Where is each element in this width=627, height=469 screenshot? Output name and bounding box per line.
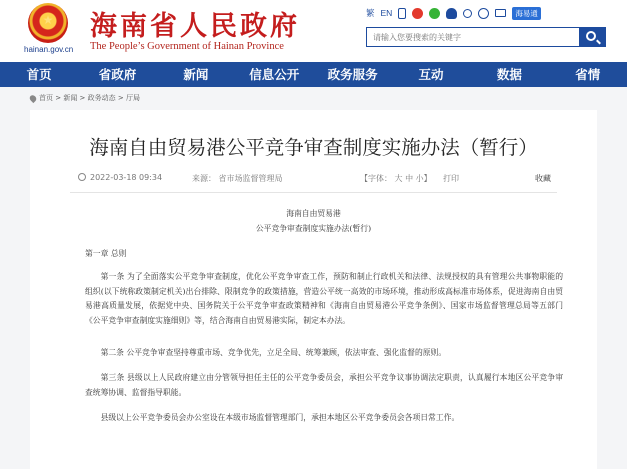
breadcrumb-text[interactable]: 首页 > 新闻 > 政务动态 > 厅局 [39,94,140,102]
nav-services[interactable]: 政务服务 [327,67,378,82]
article-meta [30,173,597,187]
app-icon[interactable] [446,8,457,19]
article-source: 来源： 省市场监督管理局 [192,174,283,183]
nav-government[interactable]: 省政府 [98,67,137,82]
search-icon [586,31,596,41]
haiyitong-link[interactable]: 海易通 [512,7,541,20]
print-button[interactable]: 打印 [443,174,459,183]
nav-news[interactable]: 新闻 [183,67,209,82]
nav-interaction[interactable]: 互动 [418,67,444,82]
doc-heading-line2: 公平竞争审查制度实施办法(暂行) [255,224,372,233]
meta-divider [70,192,557,193]
search-button[interactable] [579,28,605,46]
header-toolbar [366,6,541,20]
location-icon [28,93,37,102]
accessibility-icon[interactable] [463,9,472,18]
font-size-selector[interactable]: 【字体： 大 中 小】 [360,174,432,183]
publish-date: 2022-03-18 09:34 [90,173,163,182]
site-subtitle: The People’s Government of Hainan Province [90,41,284,52]
english-link[interactable]: EN [380,8,393,18]
search-box [366,27,606,47]
mail-icon[interactable] [495,9,506,17]
weibo-icon[interactable] [412,8,423,19]
nav-data[interactable]: 数据 [496,67,522,82]
main-nav [0,62,627,87]
doc-heading-line1: 海南自由贸易港 [286,209,341,218]
site-domain: hainan.gov.cn [24,45,74,54]
article-body [30,206,597,236]
emblem-star-icon: ★ [42,13,54,27]
site-title[interactable]: 海南省人民政府 [90,11,300,42]
clock-icon [78,173,86,181]
site-header [0,0,627,62]
article-paragraph-1: 第一条 为了全面落实公平竞争审查制度，优化公平竞争审查工作，预防和制止行政机关和法律、法规授权的具有管理公共事物职能的组织(以下统称政策制定机关)出台排除、限制竞争的政策措施，营造公平统一高效的市场环境，推动形成高标准市场体系，促进海南自由贸易港高质量发展，依据党中央、国务院关于公平竞争审查政策精神和《海南自由贸易港公平竞争条例》、国家市场监督管理总局等五部门《公平竞争审查制度实施细则》等，结合海南自由贸易港实际，制定本办法。 [85,272,563,325]
article-title: 海南自由贸易港公平竞争审查制度实施办法（暂行） [89,136,538,159]
article-paragraph-2: 第二条 公平竞争审查坚持尊重市场、竞争优先，立足全局、统筹兼顾，依法审查、强化监督的原则。 [100,348,447,357]
article-paragraph-3: 第三条 县级以上人民政府建立由分管领导担任主任的公平竞争委员会，承担公平竞争议事协调法定职责，认真履行本地区公平竞争审查统筹协调、监督指导职能。 [85,373,563,397]
user-icon[interactable] [478,8,489,19]
nav-home[interactable]: 首页 [26,67,52,82]
chapter-heading: 第一章 总则 [85,249,127,258]
phone-icon[interactable] [398,8,406,19]
nav-info-disclosure[interactable]: 信息公开 [249,67,300,82]
wechat-icon[interactable] [429,8,440,19]
traditional-chinese-link[interactable]: 繁 [366,8,375,18]
nav-province-info[interactable]: 省情 [575,67,601,82]
article-panel [30,110,597,469]
article-paragraph-4: 县级以上公平竞争委员会办公室设在本级市场监督管理部门，承担本地区公平竞争委员会各项日常工作。 [100,413,460,422]
favorite-button[interactable]: 收藏 [535,174,551,183]
breadcrumb [30,93,140,103]
search-input[interactable] [367,28,580,46]
